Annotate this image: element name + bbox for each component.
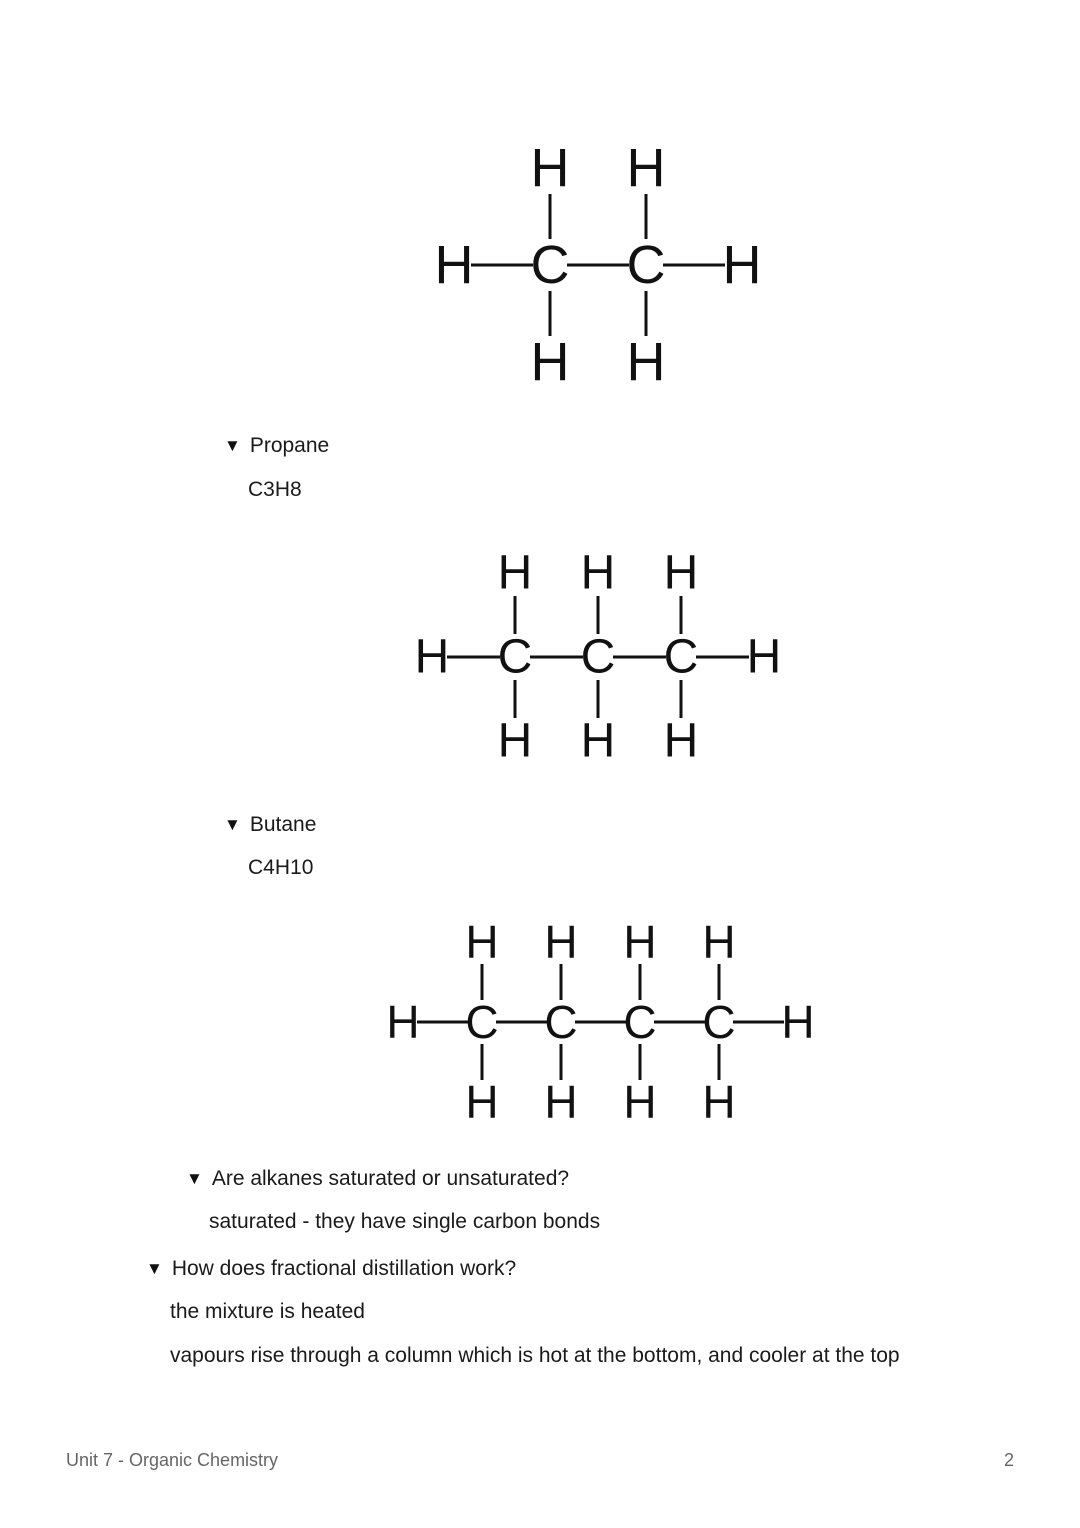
hydrogen-atom: H <box>702 916 736 968</box>
hydrogen-atom: H <box>702 1076 736 1128</box>
carbon-atom: C <box>497 630 533 684</box>
ethane-structural-formula <box>420 140 780 390</box>
hydrogen-atom: H <box>497 714 533 768</box>
collapse-triangle-icon[interactable]: ▼ <box>224 815 241 834</box>
toggle-saturation-question[interactable] <box>186 1168 569 1189</box>
hydrogen-atom: H <box>746 630 782 684</box>
propane-structural-formula <box>400 540 800 780</box>
hydrogen-atom: H <box>626 138 666 198</box>
hydrogen-atom: H <box>414 630 450 684</box>
hydrogen-atom: H <box>434 235 474 295</box>
carbon-atom: C <box>530 235 570 295</box>
carbon-atom: C <box>623 996 657 1048</box>
hydrogen-atom: H <box>544 916 578 968</box>
propane-formula: C3H8 <box>248 478 302 501</box>
carbon-atom: C <box>580 630 616 684</box>
saturation-question: Are alkanes saturated or unsaturated? <box>211 1167 570 1190</box>
hydrogen-atom: H <box>465 916 499 968</box>
footer-page-number: 2 <box>1004 1450 1015 1470</box>
hydrogen-atom: H <box>626 332 666 392</box>
carbon-atom: C <box>702 996 736 1048</box>
footer-unit-title: Unit 7 - Organic Chemistry <box>66 1450 279 1470</box>
carbon-atom: C <box>663 630 699 684</box>
distillation-answer-1: the mixture is heated <box>170 1300 365 1323</box>
hydrogen-atom: H <box>663 546 699 600</box>
hydrogen-atom: H <box>530 332 570 392</box>
butane-structural-formula <box>370 910 830 1140</box>
distillation-answer-2: vapours rise through a column which is hot at the bottom, and cooler at the top <box>170 1344 900 1367</box>
collapse-triangle-icon[interactable]: ▼ <box>186 1169 203 1188</box>
hydrogen-atom: H <box>663 714 699 768</box>
hydrogen-atom: H <box>623 916 657 968</box>
collapse-triangle-icon[interactable]: ▼ <box>146 1259 163 1278</box>
collapse-triangle-icon[interactable]: ▼ <box>224 436 241 455</box>
hydrogen-atom: H <box>623 1076 657 1128</box>
toggle-propane[interactable] <box>224 435 329 456</box>
hydrogen-atom: H <box>781 996 815 1048</box>
butane-formula: C4H10 <box>248 856 314 879</box>
hydrogen-atom: H <box>580 546 616 600</box>
toggle-butane[interactable] <box>224 814 316 835</box>
saturation-answer: saturated - they have single carbon bonds <box>209 1210 601 1233</box>
butane-heading: Butane <box>249 813 317 836</box>
carbon-atom: C <box>465 996 499 1048</box>
carbon-atom: C <box>544 996 578 1048</box>
toggle-distillation-question[interactable] <box>146 1258 516 1279</box>
propane-heading: Propane <box>249 434 330 457</box>
hydrogen-atom: H <box>544 1076 578 1128</box>
distillation-question: How does fractional distillation work? <box>171 1257 517 1280</box>
hydrogen-atom: H <box>580 714 616 768</box>
hydrogen-atom: H <box>530 138 570 198</box>
hydrogen-atom: H <box>722 235 762 295</box>
hydrogen-atom: H <box>386 996 420 1048</box>
hydrogen-atom: H <box>465 1076 499 1128</box>
carbon-atom: C <box>626 235 666 295</box>
hydrogen-atom: H <box>497 546 533 600</box>
